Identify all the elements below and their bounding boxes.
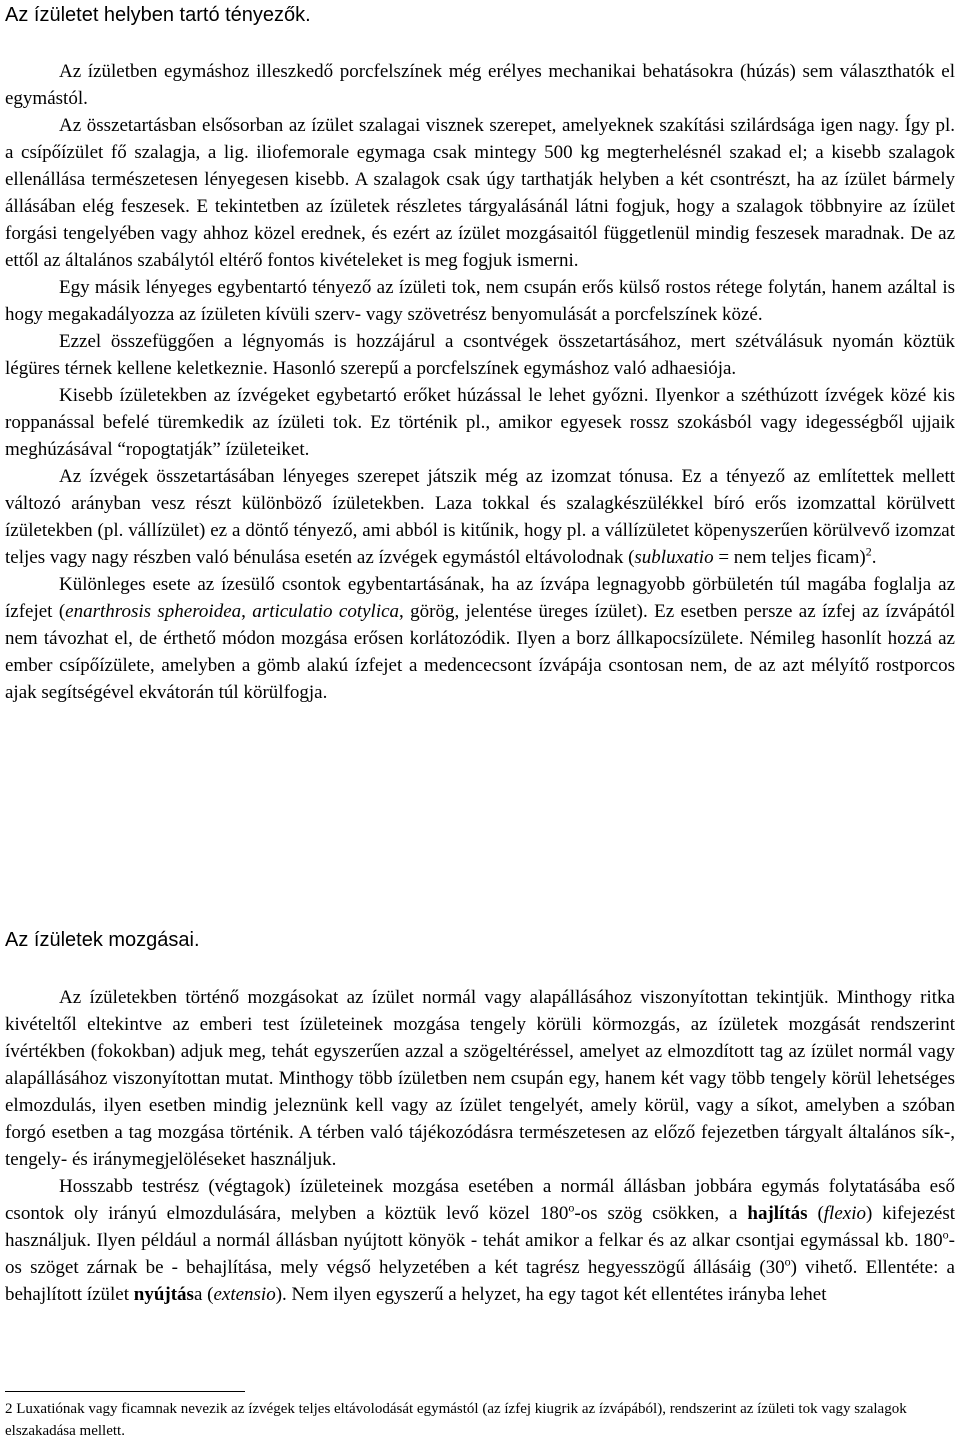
degree-sign: o bbox=[942, 1227, 949, 1242]
italic-term: extensio bbox=[213, 1284, 276, 1305]
paragraph bbox=[5, 463, 955, 571]
bold-term: hajlítás bbox=[747, 1203, 808, 1224]
text-run: -os szög csökken, a bbox=[574, 1203, 748, 1224]
text-run: Különleges esete az ízesülő csontok egybentartásának, ha az ízvápa legnagyobb görbületén túl magába foglalja az ízfejet ( bbox=[5, 574, 955, 622]
paragraph: Kisebb ízületekben az ízvégeket egybetartó erőket húzással le lehet győzni. Ilyenkor a széthúzott ízvégek közé kis roppanással befelé türemkedik az ízületi tok. Ez történik pl., amikor egyesek rossz szokásból vagy idegességből ujjaik meghúzásával “ropogtatják” ízületeiket. bbox=[5, 385, 955, 460]
paragraph: Az ízületben egymáshoz illeszkedő porcfelszínek még erélyes mechanikai behatásokra (húzás) sem választhatók el egymástól. bbox=[5, 61, 955, 109]
text-run: = nem teljes ficam) bbox=[713, 547, 866, 568]
footnote-divider bbox=[5, 1391, 245, 1392]
italic-term: subluxatio bbox=[634, 547, 714, 568]
degree-sign: o bbox=[568, 1200, 575, 1215]
text-run: Az ízvégek összetartásában lényeges szerepet játszik még az izomzat tónusa. Ez a tényező az említettek mellett változó arányban vesz részt különböző ízületekben. Laza tokkal és szalagkészülékkel bíró erős izomzattal körülvett ízületekben (pl. vállízület) ez a döntő tényező, ami abból is kitűnik, hogy pl. a vállízületet köpenyszerűen körülvevő izomzat teljes vagy nagy részben való bénulása esetén az ízvégek egymástól eltávolodnak ( bbox=[5, 466, 955, 568]
italic-term: flexio bbox=[823, 1203, 866, 1224]
bold-term: nyújtás bbox=[133, 1284, 194, 1305]
text-run: , görög, jelentése üreges ízület). Ez esetben persze az ízfej az ízvápától nem távozhat el, de érthető módon mozgása erősen korlátozódik. Ilyen a borz állkapocsízülete. Némileg hasonlít hozzá az ember csípőízülete, amelyben a gömb alakú ízfejet a medencecsont ízvápája csontosan nem, de az azt mélyítő rostporcos ajak segítségével ekvátorán túl körülfogja. bbox=[5, 601, 956, 703]
section-body-joint-holding-factors bbox=[5, 58, 955, 706]
text-run: . bbox=[871, 547, 877, 568]
text-run: ) kifejezést használjuk. Ilyen például a normál állásban nyújtott könyök - tehát amikor a felkar és az alkar csontjai egymással kb. 180 bbox=[5, 1203, 955, 1251]
section-heading-joint-holding-factors: Az ízületet helyben tartó tényezők. bbox=[5, 4, 311, 26]
paragraph: Egy másik lényeges egybentartó tényező az ízületi tok, nem csupán erős külső rostos rétege folytán, hanem azáltal is hogy megakadályozza az ízületen kívüli szerv- vagy szövetrész benyomulását a porcfelszínek közé. bbox=[5, 277, 955, 325]
paragraph bbox=[5, 571, 955, 706]
paragraph: Az összetartásban elsősorban az ízület szalagai visznek szerepet, amelyeknek szakítási szilárdsága igen nagy. Így pl. a csípőízület fő szalagja, a lig. iliofemorale egymaga csak mintegy 500 kg megterhelésnél szakad el; a kisebb szalagok ellenállása természetesen lényegesen kisebb. A szalagok csak úgy tarthatják helyben a két csontrészt, ha az ízület bármely állásában elég feszesek. E tekintetben az ízületek részletes tárgyalásánál látni fogjuk, hogy a szalagok többnyire az ízület forgási tengelyében vagy ahhoz közel erednek, és ezért az ízület mozgásaitól függetlenül mindig feszesek maradnak. De az ettől az általános szabálytól eltérő fontos kivételeket is meg fogjuk ismerni. bbox=[5, 115, 955, 271]
text-run: a ( bbox=[193, 1284, 214, 1305]
text-run: ( bbox=[807, 1203, 824, 1224]
text-run: , bbox=[241, 601, 253, 622]
text-run: Hosszabb testrész (végtagok) ízületeinek mozgása esetében a normál állásban jobbára egymás folytatásába eső csontok oly irányú elmozdulására, melyben a köztük levő közel 180 bbox=[5, 1176, 955, 1224]
text-run: ) vihető. Ellentéte: a behajlított ízület bbox=[5, 1257, 955, 1305]
paragraph: Ezzel összefüggően a légnyomás is hozzájárul a csontvégek összetartásához, mert szétválásuk nyomán köztük légüres térnek kellene keletkeznie. Hasonló szerepű a porcfelszínek egymáshoz való adhaesiója. bbox=[5, 331, 955, 379]
footnote: 2 Luxatiónak vagy ficamnak nevezik az ízvégek teljes eltávolodását egymástól (az ízfej kiugrik az ízvápából), rendszerint az ízületi tok vagy szalagok elszakadása mellett. bbox=[5, 1401, 907, 1439]
degree-sign: o bbox=[784, 1254, 791, 1269]
footnote-ref[interactable]: 2 bbox=[865, 544, 872, 559]
section-heading-joint-movements: Az ízületek mozgásai. bbox=[5, 929, 200, 951]
italic-term: enarthrosis spheroidea bbox=[65, 601, 242, 622]
paragraph: Az ízületekben történő mozgásokat az ízület normál vagy alapállásához viszonyítottan tekintjük. Minthogy ritka kivételtől eltekintve az emberi test ízületeinek mozgása tengely körüli körmozgás, az ízületek mozgását rendszerint ívértékben (fokokban) adjuk meg, tehát egyszerűen azzal a szögeltéréssel, amelyet az elmozdított tag az ízület normál vagy alapállásához viszonyítottan mutat. Minthogy több ízületben nem csupán egy, hanem két vagy több tengely körül lehetséges elmozdulás, ilyen esetben mindig jeleznünk kell vagy az ízület tengelyét, amely körül, vagy a síkot, amelyben a szóban forgó esetben a tag mozgása történik. A térben való tájékozódásra természetesen az előző fejezetben tárgyalt általános sík-, tengely- és iránymegjelöléseket használjuk. bbox=[5, 987, 955, 1170]
section-body-joint-movements bbox=[5, 984, 955, 1308]
paragraph bbox=[5, 1173, 955, 1308]
text-run: -os szöget zárnak be - behajlítása, mely végső helyzetében a két tagrész hegyesszögű állásáig (30 bbox=[5, 1230, 955, 1278]
italic-term: articulatio cotylica bbox=[252, 601, 400, 622]
text-run: ). Nem ilyen egyszerű a helyzet, ha egy tagot két ellentétes irányba lehet bbox=[275, 1284, 827, 1305]
